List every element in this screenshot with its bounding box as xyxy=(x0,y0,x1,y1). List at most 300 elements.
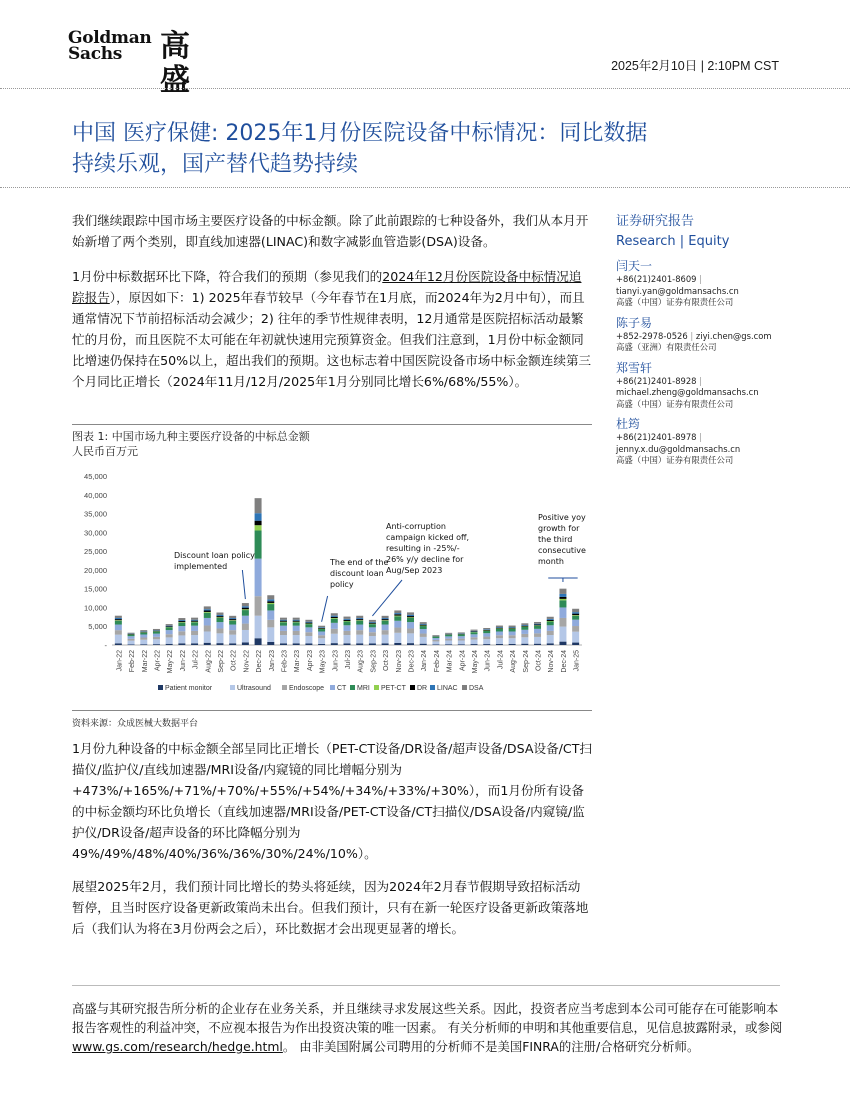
bar-segment xyxy=(458,634,465,636)
bar-segment xyxy=(496,627,503,628)
bar-segment xyxy=(267,620,274,628)
report-title-line1: 中国 医疗保健: 2025年1月份医院设备中标情况：同比数据 xyxy=(72,121,648,146)
bar-segment xyxy=(394,610,401,613)
x-tick-label: Jan-23 xyxy=(268,650,276,672)
legend-label: DR xyxy=(417,685,428,692)
goldman-sachs-logo xyxy=(68,28,190,98)
bar-segment xyxy=(305,632,312,636)
bar-segment xyxy=(572,632,579,643)
bar-segment xyxy=(483,633,490,636)
bar-segment xyxy=(572,626,579,632)
legend-label: PET-CT xyxy=(381,685,406,692)
bar-segment xyxy=(521,626,528,627)
bar-segment xyxy=(255,616,262,639)
legend-label: LINAC xyxy=(437,685,458,692)
bar-segment xyxy=(216,643,223,645)
legend-label: DSA xyxy=(469,685,484,692)
chart-annotation: resulting in -25%/- xyxy=(386,544,460,553)
legend-swatch xyxy=(282,685,287,690)
logo-text-chinese: 高盛 xyxy=(160,29,190,98)
bar-segment xyxy=(521,637,528,643)
bar-segment xyxy=(572,616,579,620)
analyst-email[interactable]: ziyi.chen@gs.com xyxy=(695,330,772,341)
bar-segment xyxy=(509,626,516,628)
paragraph-january-text-b: ），原因如下：1) 2025年春节较早（今年春节在1月底，而2024年为2月中旬），而且通常情况下节前招标活动会减少；2) 往年的季节性规律表明，12月通常是医院招标活动最繁忙的月份，而且医院不太可能在年初就快速用完预算资金。但我们注意到，1月份中标金额同比增速仍保持在50%以上，超出我们的预期。这也标志着中国医院设备市场中标金额连续第三个月同比正增长（2024年11月/12月/2025年1月分别同比增长6%/68%/55%）。 xyxy=(72,290,592,389)
bar-segment xyxy=(483,644,490,645)
bar-segment xyxy=(115,616,122,618)
bar-segment xyxy=(178,626,185,631)
bar-segment xyxy=(369,636,376,644)
bar-segment xyxy=(242,610,249,616)
bar-segment xyxy=(305,623,312,624)
bar-segment xyxy=(509,635,516,638)
x-tick-label: Jun-23 xyxy=(332,650,340,672)
bar-segment xyxy=(242,603,249,606)
bar-segment xyxy=(293,626,300,631)
y-tick-label: 35,000 xyxy=(84,509,107,519)
bar-segment xyxy=(471,644,478,645)
bar-segment xyxy=(420,644,427,645)
bar-segment xyxy=(496,626,503,628)
bar-segment xyxy=(432,644,439,645)
bar-segment xyxy=(115,643,122,645)
analyst-phone: +852-2978-0526 xyxy=(616,330,688,341)
bar-segment xyxy=(140,634,147,637)
bar-segment xyxy=(128,644,135,645)
bar-segment xyxy=(382,643,389,645)
analyst-contact: +852-2978-0526 | ziyi.chen@gs.com xyxy=(616,330,772,341)
bar-segment xyxy=(369,624,376,627)
bar-segment xyxy=(445,633,452,634)
bar-segment xyxy=(115,630,122,635)
bar-segment xyxy=(216,628,223,633)
y-tick-label: 40,000 xyxy=(84,490,107,500)
bar-segment xyxy=(293,635,300,643)
bar-segment xyxy=(166,626,173,627)
bar-segment xyxy=(305,643,312,645)
research-report-label: 证券研究报告 xyxy=(616,214,695,229)
y-tick-label: 5,000 xyxy=(88,622,107,632)
bar-segment xyxy=(305,636,312,644)
annotation-arrow xyxy=(322,596,328,622)
bar-segment xyxy=(432,635,439,636)
y-tick-label: 45,000 xyxy=(84,472,107,481)
bar-segment xyxy=(178,622,185,623)
analyst-name: 闫天一 xyxy=(616,259,653,273)
bar-segment xyxy=(394,628,401,633)
bar-segment xyxy=(356,643,363,645)
bar-segment xyxy=(216,633,223,643)
bar-segment xyxy=(115,620,122,621)
bar-segment xyxy=(471,637,478,639)
bar-segment xyxy=(255,638,262,645)
bar-segment xyxy=(153,629,160,630)
x-tick-label: Jul-23 xyxy=(345,650,352,670)
disclosure-footer xyxy=(72,999,787,1056)
header-divider xyxy=(0,88,850,89)
bar-segment xyxy=(356,616,363,618)
bar-segment xyxy=(229,630,236,635)
bar-segment xyxy=(280,621,287,622)
bar-segment xyxy=(318,627,325,628)
bar-segment xyxy=(229,616,236,618)
bar-segment xyxy=(242,616,249,624)
bar-segment xyxy=(458,632,465,633)
bar-segment xyxy=(255,525,262,530)
bar-segment xyxy=(369,643,376,645)
bar-segment xyxy=(521,625,528,626)
bar-segment xyxy=(382,630,389,635)
x-tick-label: May-23 xyxy=(319,650,327,674)
bid-amount-chart xyxy=(72,462,592,702)
bar-segment xyxy=(559,597,566,599)
bar-segment xyxy=(394,616,401,621)
bar-segment xyxy=(483,639,490,644)
analyst-email[interactable]: tianyi.yan@goldmansachs.cn xyxy=(616,285,739,296)
bar-segment xyxy=(331,643,338,645)
bar-segment xyxy=(255,513,262,521)
figure-title: 图表 1: 中国市场九种主要医疗设备的中标总金额 xyxy=(72,430,310,443)
analyst-name: 陈子易 xyxy=(616,315,653,330)
footer-divider xyxy=(72,985,780,986)
bar-segment xyxy=(394,633,401,643)
bar-segment xyxy=(534,633,541,637)
bar-segment xyxy=(432,640,439,642)
bar-segment xyxy=(471,631,478,632)
x-tick-label: Jul-24 xyxy=(497,650,505,670)
bar-segment xyxy=(153,637,160,639)
report-title-line2: 持续乐观，国产替代趋势持续 xyxy=(72,152,359,177)
bar-segment xyxy=(331,618,338,619)
bar-segment xyxy=(204,643,211,645)
bar-segment xyxy=(242,608,249,610)
bar-segment xyxy=(458,640,465,644)
legend-label: Ultrasound xyxy=(237,685,271,692)
x-tick-label: Apr-23 xyxy=(306,650,314,672)
bar-segment xyxy=(394,613,401,614)
bar-segment xyxy=(191,626,198,631)
bar-segment xyxy=(229,643,236,645)
legend-swatch xyxy=(410,685,415,690)
x-tick-label: Mar-22 xyxy=(141,650,149,673)
analyst-card xyxy=(616,416,796,467)
bar-segment xyxy=(216,617,223,618)
bar-segment xyxy=(471,631,478,632)
chart-annotation: Discount loan policy xyxy=(174,551,255,560)
bar-segment xyxy=(369,622,376,623)
bar-segment xyxy=(191,621,198,622)
bar-segment xyxy=(242,609,249,610)
x-tick-label: Mar-24 xyxy=(446,650,454,673)
legend-label: Endoscope xyxy=(289,685,325,692)
bar-segment xyxy=(356,630,363,635)
bar-segment xyxy=(166,630,173,634)
chart-annotation: Aug/Sep 2023 xyxy=(386,566,443,575)
bar-segment xyxy=(128,639,135,641)
bar-segment xyxy=(382,621,389,625)
bar-segment xyxy=(318,635,325,638)
bar-segment xyxy=(178,635,185,643)
bar-segment xyxy=(420,622,427,624)
december-report-link[interactable]: 2024年12月份医院设备中标情况追踪报告 xyxy=(72,269,582,305)
bar-segment xyxy=(140,644,147,645)
bar-segment xyxy=(280,626,287,631)
bar-segment xyxy=(471,630,478,631)
bar-segment xyxy=(572,615,579,616)
bar-segment xyxy=(293,622,300,623)
bar-segment xyxy=(204,618,211,626)
bar-segment xyxy=(229,618,236,619)
bar-segment xyxy=(166,634,173,637)
bar-segment xyxy=(521,623,528,625)
chart-annotation: growth for xyxy=(538,524,580,533)
bar-segment xyxy=(344,619,351,620)
bar-segment xyxy=(496,638,503,644)
bar-segment xyxy=(547,619,554,620)
bar-segment xyxy=(191,622,198,625)
bar-segment xyxy=(178,623,185,626)
bar-segment xyxy=(344,621,351,622)
bar-segment xyxy=(547,620,554,621)
bar-segment xyxy=(204,613,211,618)
bar-segment xyxy=(280,622,287,625)
bar-segment xyxy=(178,620,185,621)
bar-segment xyxy=(331,634,338,643)
bar-segment xyxy=(394,614,401,615)
bar-segment xyxy=(331,613,338,615)
bar-segment xyxy=(128,636,135,639)
bar-segment xyxy=(547,617,554,619)
bar-segment xyxy=(344,622,351,626)
bar-segment xyxy=(572,609,579,612)
bar-segment xyxy=(407,616,414,617)
bar-segment xyxy=(293,618,300,620)
bar-segment xyxy=(356,625,363,631)
bar-segment xyxy=(191,635,198,643)
bar-segment xyxy=(534,644,541,645)
bar-segment xyxy=(153,634,160,637)
bar-segment xyxy=(191,618,198,620)
x-tick-label: Nov-22 xyxy=(243,650,251,673)
bar-segment xyxy=(191,643,198,645)
bar-segment xyxy=(534,626,541,629)
x-tick-label: Sep-22 xyxy=(217,650,225,673)
bar-segment xyxy=(229,625,236,631)
legend-swatch xyxy=(462,685,467,690)
bar-segment xyxy=(305,624,312,625)
bar-segment xyxy=(369,632,376,636)
bar-segment xyxy=(559,600,566,607)
analyst-sidebar xyxy=(616,212,796,473)
bar-segment xyxy=(331,629,338,634)
x-tick-label: Nov-24 xyxy=(548,650,556,673)
bar-segment xyxy=(483,637,490,640)
x-tick-label: Jan-22 xyxy=(116,650,124,672)
bar-segment xyxy=(496,635,503,638)
bar-segment xyxy=(153,644,160,645)
bar-segment xyxy=(280,620,287,621)
x-tick-label: Nov-23 xyxy=(395,650,403,673)
bar-segment xyxy=(547,631,554,635)
x-tick-label: Aug-23 xyxy=(357,650,365,673)
x-tick-label: Dec-24 xyxy=(560,650,568,673)
research-equity-label: Research | Equity xyxy=(616,234,730,249)
bar-segment xyxy=(191,622,198,623)
bar-segment xyxy=(509,628,516,629)
bar-segment xyxy=(559,599,566,600)
legend-swatch xyxy=(430,685,435,690)
chart-annotation: campaign kicked off, xyxy=(386,533,470,542)
legend-label: CT xyxy=(337,685,347,692)
bar-segment xyxy=(432,641,439,644)
bar-segment xyxy=(153,630,160,631)
bar-segment xyxy=(280,631,287,635)
bar-segment xyxy=(242,642,249,645)
bar-segment xyxy=(216,615,223,616)
chart-annotation: policy xyxy=(330,580,354,589)
bar-segment xyxy=(496,631,503,635)
x-tick-label: Jan-24 xyxy=(421,650,429,672)
bar-segment xyxy=(445,635,452,637)
y-tick-label: 10,000 xyxy=(84,603,107,613)
bar-segment xyxy=(229,619,236,620)
bar-segment xyxy=(369,623,376,624)
bar-segment xyxy=(242,624,249,630)
bar-segment xyxy=(407,643,414,645)
bar-segment xyxy=(521,634,528,637)
title-divider xyxy=(0,187,850,188)
bar-segment xyxy=(293,621,300,622)
disclosure-link[interactable]: www.gs.com/research/hedge.html xyxy=(72,1039,283,1054)
bar-segment xyxy=(534,629,541,634)
bar-segment xyxy=(356,619,363,620)
bar-segment xyxy=(267,627,274,642)
bar-segment xyxy=(483,630,490,631)
bar-segment xyxy=(572,620,579,626)
bar-segment xyxy=(178,643,185,645)
bar-segment xyxy=(255,498,262,513)
analyst-entity: 高盛（中国）证券有限责任公司 xyxy=(616,398,734,409)
bar-segment xyxy=(178,631,185,635)
bar-segment xyxy=(267,603,274,604)
bar-segment xyxy=(559,589,566,594)
y-tick-label: 25,000 xyxy=(84,547,107,557)
bar-segment xyxy=(115,635,122,644)
bar-segment xyxy=(331,619,338,623)
bar-segment xyxy=(356,620,363,621)
bar-segment xyxy=(382,619,389,620)
bar-segment xyxy=(521,630,528,634)
bar-segment xyxy=(204,625,211,631)
bar-segment xyxy=(242,606,249,607)
analyst-card xyxy=(616,258,796,309)
y-tick-label: - xyxy=(104,641,107,650)
bar-segment xyxy=(471,640,478,645)
figure-bottom-rule xyxy=(72,710,592,711)
bar-segment xyxy=(509,627,516,628)
bar-segment xyxy=(432,637,439,638)
bar-segment xyxy=(407,622,414,628)
analyst-phone: +86(21)2401-8928 | xyxy=(616,375,703,386)
bar-segment xyxy=(445,640,452,644)
bar-segment xyxy=(280,622,287,623)
annotation-arrow xyxy=(242,570,245,599)
x-tick-label: Sep-23 xyxy=(370,650,378,673)
y-tick-label: 20,000 xyxy=(84,565,107,575)
bar-segment xyxy=(547,622,554,626)
bar-segment xyxy=(344,643,351,645)
bar-segment xyxy=(216,616,223,617)
analyst-entity: 高盛（中国）证券有限责任公司 xyxy=(616,297,734,307)
bar-segment xyxy=(216,618,223,622)
bar-segment xyxy=(509,631,516,635)
bar-segment xyxy=(318,629,325,631)
x-tick-label: Feb-24 xyxy=(433,650,441,673)
bar-segment xyxy=(458,639,465,641)
bar-segment xyxy=(204,612,211,613)
analyst-email[interactable]: jenny.x.du@goldmansachs.cn xyxy=(616,443,741,454)
x-tick-label: Jan-25 xyxy=(573,650,581,672)
bar-segment xyxy=(255,521,262,526)
bar-segment xyxy=(115,621,122,625)
bar-segment xyxy=(115,625,122,631)
bar-segment xyxy=(293,643,300,645)
chart-annotation: consecutive xyxy=(538,546,586,555)
bar-segment xyxy=(369,620,376,622)
x-tick-label: Feb-22 xyxy=(129,650,137,673)
x-tick-label: Dec-23 xyxy=(408,650,416,673)
analyst-name: 郑雪轩 xyxy=(616,360,653,375)
bar-segment xyxy=(293,631,300,635)
bar-segment xyxy=(458,644,465,645)
bar-segment xyxy=(140,640,147,645)
bar-segment xyxy=(572,643,579,645)
bar-segment xyxy=(191,631,198,635)
bar-segment xyxy=(267,610,274,619)
analyst-entity: 高盛（中国）证券有限责任公司 xyxy=(616,455,734,465)
x-tick-label: Aug-24 xyxy=(510,650,518,673)
chart-annotation: Positive yoy xyxy=(538,513,586,522)
bar-segment xyxy=(420,634,427,637)
analyst-email[interactable]: michael.zheng@goldmansachs.cn xyxy=(616,387,759,397)
bar-segment xyxy=(191,620,198,621)
bar-segment xyxy=(280,643,287,645)
bar-segment xyxy=(344,617,351,619)
bar-segment xyxy=(344,620,351,621)
bar-segment xyxy=(280,635,287,643)
x-tick-label: Jun-24 xyxy=(484,650,492,672)
analyst-entity: 高盛（亚洲）有限责任公司 xyxy=(616,342,717,352)
bar-segment xyxy=(572,614,579,616)
bar-segment xyxy=(331,623,338,629)
bar-segment xyxy=(420,624,427,625)
bar-segment xyxy=(153,639,160,644)
bar-segment xyxy=(382,625,389,631)
figure-top-rule xyxy=(72,424,592,425)
x-tick-label: Oct-24 xyxy=(535,650,543,672)
bar-segment xyxy=(547,635,554,643)
bar-segment xyxy=(445,636,452,638)
bar-segment xyxy=(559,642,566,645)
bar-segment xyxy=(382,620,389,621)
bar-segment xyxy=(344,635,351,643)
bar-segment xyxy=(547,625,554,631)
bar-segment xyxy=(318,644,325,645)
bar-segment xyxy=(559,594,566,597)
bar-segment xyxy=(318,631,325,635)
bar-segment xyxy=(471,634,478,637)
bar-segment xyxy=(204,609,211,610)
